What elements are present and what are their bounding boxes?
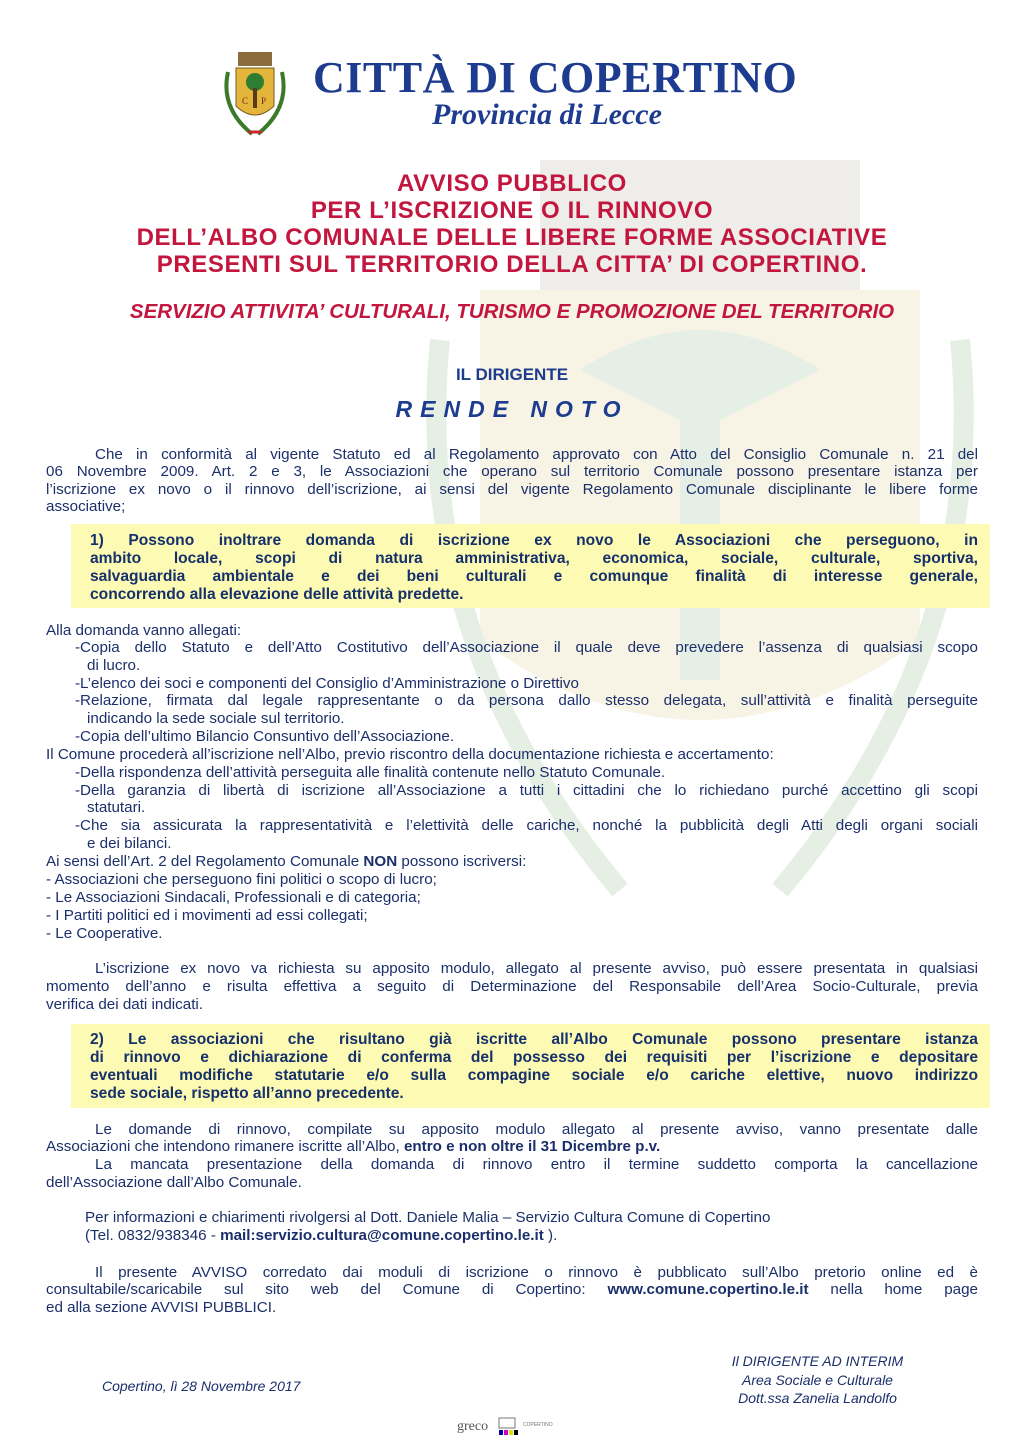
- body-text-line: [87, 835, 171, 853]
- body-text-line: [46, 1138, 660, 1156]
- body-text-line: [87, 799, 145, 817]
- svg-text:greco: greco: [457, 1419, 489, 1434]
- text-segment: di lucro.: [87, 657, 141, 674]
- printer-logo: [457, 1415, 567, 1437]
- body-text-line: [75, 675, 579, 693]
- signature-role: Il DIRIGENTE AD INTERIM: [731, 1353, 904, 1369]
- svg-text:C: C: [242, 96, 249, 106]
- text-segment: Il Comune procederà all’iscrizione nell’Albo, previo riscontro della documentazione richiesta e accertamento:: [46, 746, 774, 763]
- text-segment: Ai sensi dell’Art. 2 del Regolamento Comunale: [46, 853, 364, 870]
- text-segment: -Copia dello Statuto e dell’Atto Costitutivo dell’Associazione il quale deve prevedere l’assenza di qualsiasi scopo: [75, 639, 978, 656]
- signature-area: Area Sociale e Culturale: [742, 1372, 893, 1388]
- rende-noto-heading: RENDE NOTO: [395, 396, 629, 422]
- text-segment: e dei bilanci.: [87, 835, 172, 852]
- body-text-line: [46, 463, 978, 481]
- highlighted-text-line: [90, 586, 464, 604]
- body-text-line: [75, 728, 454, 746]
- svg-text:COPERTINO: COPERTINO: [523, 1422, 553, 1428]
- body-text-line: [46, 481, 978, 499]
- text-segment: momento dell’anno e risulta effettiva a seguito di Determinazione del Responsabile dell’Area Socio-Culturale, previa: [46, 978, 978, 995]
- body-text-line: [87, 657, 140, 675]
- text-segment: -Della rispondenza dell’attività perseguita alle finalità contenute nello Statuto Comunale.: [75, 764, 666, 781]
- text-segment: -Della garanzia di libertà di iscrizione all’Associazione a tutti i cittadini che lo richiedano purché accettino gli scopi: [75, 782, 978, 799]
- text-segment: - Le Associazioni Sindacali, Professionali e di categoria;: [46, 889, 421, 906]
- province-subtitle: Provincia di Lecce: [432, 98, 662, 131]
- text-segment: verifica dei dati indicati.: [46, 996, 204, 1013]
- text-segment: ).: [543, 1227, 558, 1244]
- text-segment: Alla domanda vanno allegati:: [46, 622, 242, 639]
- text-segment: statutari.: [87, 799, 146, 816]
- emphasis-text: NON: [363, 853, 398, 870]
- highlighted-text-line: [90, 532, 978, 550]
- text-segment: ambito locale, scopi di natura amministrativa, economica, sociale, culturale, sportiva,: [90, 550, 978, 567]
- body-text-line: [46, 889, 421, 907]
- body-text-line: [46, 1174, 302, 1192]
- city-title: CITTÀ DI COPERTINO: [313, 53, 798, 102]
- text-segment: Il presente AVVISO corredato dai moduli di iscrizione o rinnovo è pubblicato sull’Albo pretorio online ed è: [95, 1264, 978, 1281]
- text-segment: Che in conformità al vigente Statuto ed al Regolamento approvato con Atto del Consiglio Comunale n. 21 del: [95, 446, 978, 463]
- body-text-line: [95, 1156, 978, 1174]
- text-segment: indicando la sede sociale sul territorio.: [87, 710, 345, 727]
- text-segment: dell’Associazione dall’Albo Comunale.: [46, 1174, 302, 1191]
- text-segment: - Le Cooperative.: [46, 925, 163, 942]
- body-text-line: [85, 1227, 557, 1245]
- body-text-line: [46, 853, 526, 871]
- body-text-line: [95, 960, 978, 978]
- text-segment: ed alla sezione AVVISI PUBBLICI.: [46, 1299, 277, 1316]
- text-segment: -L’elenco dei soci e componenti del Consiglio d’Amministrazione o Direttivo: [75, 675, 579, 692]
- body-text-line: [87, 710, 344, 728]
- body-text-line: [95, 1121, 978, 1139]
- text-segment: Le domande di rinnovo, compilate su apposito modulo allegato al presente avviso, vanno presentate dalle: [95, 1121, 978, 1138]
- text-segment: - I Partiti politici ed i movimenti ad essi collegati;: [46, 907, 368, 924]
- body-text-line: [75, 782, 978, 800]
- signature-name: Dott.ssa Zanelia Landolfo: [738, 1390, 897, 1406]
- body-text-line: [46, 925, 163, 943]
- body-text-line: [75, 817, 978, 835]
- body-text-line: [46, 498, 125, 516]
- text-segment: di rinnovo e dichiarazione di conferma del possesso dei requisiti per l’iscrizione e depositare: [90, 1049, 978, 1066]
- body-text-line: [46, 871, 437, 889]
- text-segment: -Relazione, firmata dal legale rappresentante o da persona dallo stesso delegata, sull’attività e finalità perseguite: [75, 692, 978, 709]
- text-segment: nella home page: [808, 1281, 978, 1298]
- body-text-line: [75, 764, 665, 782]
- body-text-line: [46, 978, 978, 996]
- text-segment: Per informazioni e chiarimenti rivolgersi al Dott. Daniele Malia – Servizio Cultura Comune di Copertino: [85, 1209, 771, 1226]
- dirigente-heading: IL DIRIGENTE: [455, 365, 569, 384]
- text-segment: consultabile/scaricabile sul sito web del Comune di Copertino:: [46, 1281, 608, 1298]
- body-text-line: [46, 907, 368, 925]
- text-segment: - Associazioni che perseguono fini politici o scopo di lucro;: [46, 871, 437, 888]
- body-text-line: [46, 996, 203, 1014]
- text-segment: salvaguardia ambientale e dei beni culturali e comunque finalità di interesse generale,: [90, 568, 978, 585]
- text-segment: Associazioni che intendono rimanere iscritte all’Albo,: [46, 1138, 404, 1155]
- highlighted-text-line: [90, 1031, 978, 1049]
- highlighted-text-line: [90, 568, 978, 586]
- body-text-line: [46, 1281, 978, 1299]
- text-segment: 2) Le associazioni che risultano già iscritte all’Albo Comunale possono presentare istanza: [90, 1031, 978, 1048]
- highlighted-text-line: [90, 550, 978, 568]
- city-emblem-icon: [218, 48, 292, 140]
- text-segment: (Tel. 0832/938346 -: [85, 1227, 221, 1244]
- text-segment: 06 Novembre 2009. Art. 2 e 3, le Associazioni che operano sul territorio Comunale possono presentare istanza per: [46, 463, 978, 480]
- text-segment: -Copia dell’ultimo Bilancio Consuntivo dell’Associazione.: [75, 728, 455, 745]
- body-text-line: [85, 1209, 770, 1227]
- text-segment: La mancata presentazione della domanda di rinnovo entro il termine suddetto comporta la cancellazione: [95, 1156, 978, 1173]
- body-text-line: [95, 1264, 978, 1282]
- notice-title-line: DELL’ALBO COMUNALE DELLE LIBERE FORME ASSOCIATIVE: [136, 224, 888, 251]
- text-segment: sede sociale, rispetto all’anno precedente.: [90, 1085, 404, 1102]
- body-text-line: [75, 692, 978, 710]
- text-segment: 1) Possono inoltrare domanda di iscrizione ex novo le Associazioni che perseguono, in: [90, 532, 978, 549]
- body-text-line: [75, 639, 978, 657]
- highlighted-text-line: [90, 1085, 404, 1103]
- text-segment: possono iscriversi:: [397, 853, 527, 870]
- notice-title-line: PRESENTI SUL TERRITORIO DELLA CITTA’ DI COPERTINO.: [156, 251, 868, 278]
- text-segment: concorrendo alla elevazione delle attività predette.: [90, 586, 464, 603]
- text-segment: -Che sia assicurata la rappresentatività e l’elettività delle cariche, nonché la pubblicità degli Atti degli organi sociali: [75, 817, 978, 834]
- notice-title-line: PER L’ISCRIZIONE O IL RINNOVO: [310, 197, 714, 224]
- text-segment: l’iscrizione ex novo o il rinnovo dell’iscrizione, ai sensi del vigente Regolamento Comunale disciplinante le libere forme: [46, 481, 978, 498]
- text-segment: associative;: [46, 498, 126, 515]
- body-text-line: [46, 622, 241, 640]
- notice-title-line: AVVISO PUBBLICO: [397, 170, 627, 197]
- body-text-line: [95, 446, 978, 464]
- text-segment: L’iscrizione ex novo va richiesta su apposito modulo, allegato al presente avviso, può essere presentata in qualsiasi: [95, 960, 978, 977]
- svg-text:P: P: [261, 96, 267, 106]
- body-text-line: [46, 1299, 276, 1317]
- body-text-line: [46, 746, 774, 764]
- highlighted-text-line: [90, 1067, 978, 1085]
- emphasis-text[interactable]: www.comune.copertino.le.it: [607, 1281, 809, 1298]
- emphasis-text[interactable]: mail:servizio.cultura@comune.copertino.le.it: [220, 1227, 544, 1244]
- emphasis-text: entro e non oltre il 31 Dicembre p.v.: [403, 1138, 661, 1155]
- text-segment: eventuali modifiche statutarie e/o sulla compagine sociale e/o cariche elettive, nuovo indirizzo: [90, 1067, 978, 1084]
- service-heading: SERVIZIO ATTIVITA’ CULTURALI, TURISMO E PROMOZIONE DEL TERRITORIO: [129, 300, 895, 323]
- date-place: Copertino, lì 28 Novembre 2017: [102, 1378, 301, 1394]
- highlighted-text-line: [90, 1049, 978, 1067]
